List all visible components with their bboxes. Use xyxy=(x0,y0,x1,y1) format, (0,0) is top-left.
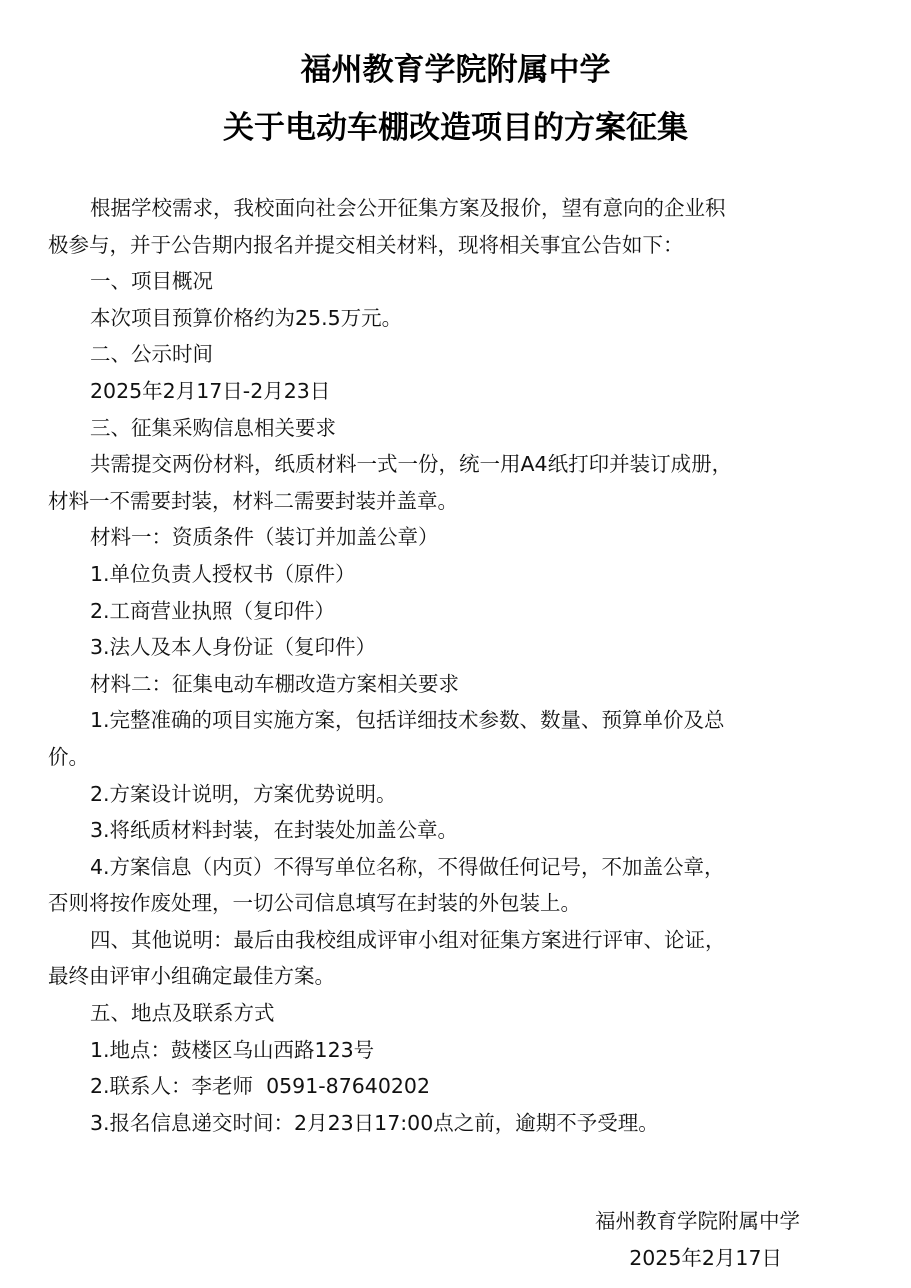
material1-heading: 材料一：资质条件（装订并加盖公章） xyxy=(90,525,439,550)
section1-heading: 一、项目概况 xyxy=(90,269,213,294)
material2-item3: 3.将纸质材料封装，在封装处加盖公章。 xyxy=(90,818,459,843)
section2-heading: 二、公示时间 xyxy=(90,342,213,367)
section1-text: 本次项目预算价格约为25.5万元。 xyxy=(90,305,403,330)
material2-item1-line1: 1.完整准确的项目实施方案，包括详细技术参数、数量、预算单价及总 xyxy=(90,708,725,733)
material1-item1: 1.单位负责人授权书（原件） xyxy=(90,561,356,586)
signature-date: 2025年2月17日 xyxy=(629,1246,782,1270)
document-title-line2: 关于电动车棚改造项目的方案征集 xyxy=(223,110,688,146)
material2-heading: 材料二：征集电动车棚改造方案相关要求 xyxy=(90,671,459,696)
signature-organization: 福州教育学院附属中学 xyxy=(595,1209,800,1233)
material2-item4-line2: 否则将按作废处理，一切公司信息填写在封装的外包装上。 xyxy=(48,891,581,916)
section3-heading: 三、征集采购信息相关要求 xyxy=(90,415,336,440)
document-title-line1: 福州教育学院附属中学 xyxy=(300,52,611,88)
section4-line1: 四、其他说明：最后由我校组成评审小组对征集方案进行评审、论证， xyxy=(90,927,726,952)
section5-item1: 1.地点：鼓楼区乌山西路123号 xyxy=(90,1037,375,1062)
section4-line2: 最终由评审小组确定最佳方案。 xyxy=(48,964,335,989)
intro-paragraph-line2: 极参与，并于公告期内报名并提交相关材料，现将相关事宜公告如下： xyxy=(48,232,684,257)
document-body xyxy=(48,190,808,1141)
material1-item3: 3.法人及本人身份证（复印件） xyxy=(90,635,377,660)
intro-paragraph-line1: 根据学校需求，我校面向社会公开征集方案及报价，望有意向的企业积 xyxy=(90,196,726,220)
section5-item3: 3.报名信息递交时间：2月23日17:00点之前，逾期不予受理。 xyxy=(90,1110,659,1135)
material2-item1-line2: 价。 xyxy=(48,744,89,769)
section3-text-line1: 共需提交两份材料，纸质材料一式一份，统一用A4纸打印并装订成册， xyxy=(90,452,733,477)
section5-item2: 2.联系人：李老师 0591-87640202 xyxy=(90,1074,431,1099)
section5-heading: 五、地点及联系方式 xyxy=(90,1001,275,1026)
material1-item2: 2.工商营业执照（复印件） xyxy=(90,598,336,623)
section3-text-line2: 材料一不需要封装，材料二需要封装并盖章。 xyxy=(48,488,458,513)
material2-item4-line1: 4.方案信息（内页）不得写单位名称，不得做任何记号，不加盖公章， xyxy=(90,854,725,879)
section2-text: 2025年2月17日-2月23日 xyxy=(90,378,331,403)
material2-item2: 2.方案设计说明，方案优势说明。 xyxy=(90,781,397,806)
